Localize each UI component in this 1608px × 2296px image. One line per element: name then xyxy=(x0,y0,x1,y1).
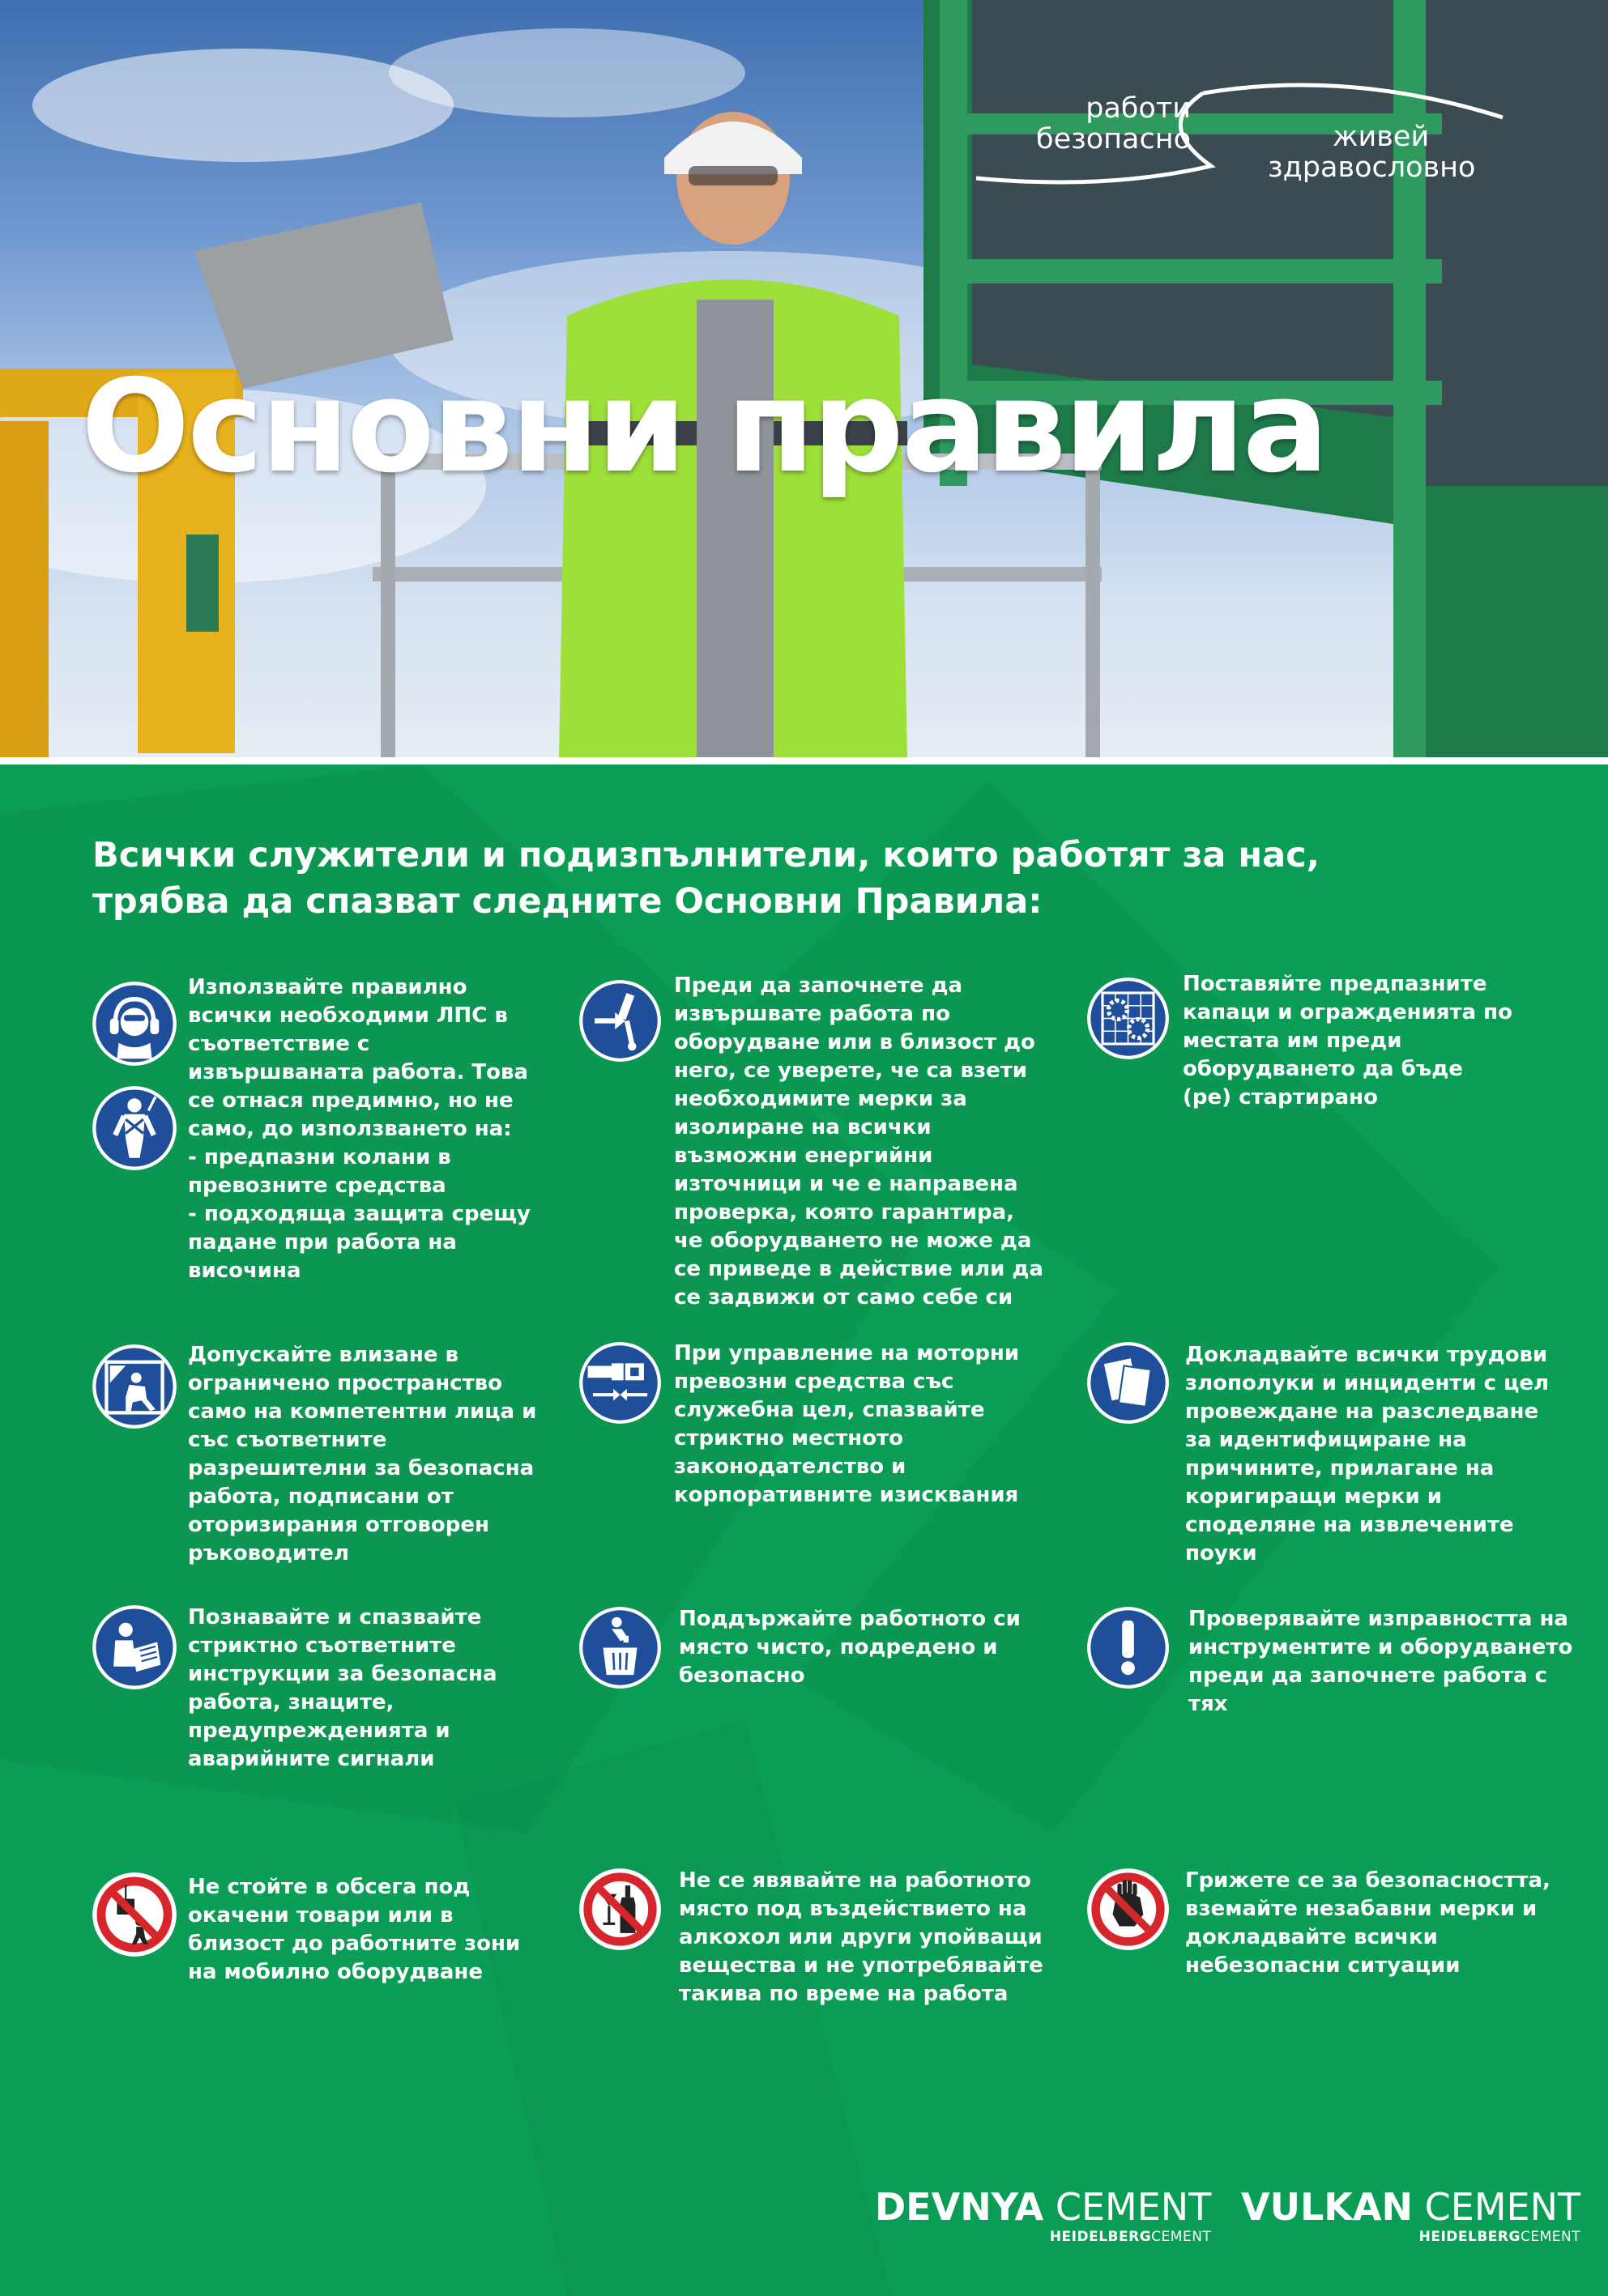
brand-devnya-bold: DEVNYA xyxy=(875,2185,1044,2229)
intro-line-1: Всички служители и подизпълнители, които работят за нас, xyxy=(92,835,1320,875)
brand-devnya xyxy=(875,2187,1211,2245)
rule-12-text: Грижете се за безопасността, вземайте незабавни мерки и докладвайте всички небезопасни ситуации xyxy=(1185,1868,1550,1978)
hero-photo xyxy=(0,0,1608,757)
rule-10-text: Не стойте в обсега под окачени товари или в близост до работните зони на мобилно оборудване xyxy=(188,1875,521,1984)
rule-4-text: Допускайте влизане в ограничено пространство само на компетентни лица и със съответните разрешителни за безопасна работа, подписани от оторизирания отговорен ръководител xyxy=(188,1343,537,1565)
rule-6-text: Докладвайте всички трудови злополуки и инциденти с цел провеждане на разследване за идентифициране на причините, прилагане на коригиращи мерки и споделяне на извлечените поуки xyxy=(1185,1343,1550,1565)
report-documents-icon xyxy=(1086,1340,1171,1425)
intro-text xyxy=(92,833,1469,925)
brand-vulkan-sub-bold: HEIDELBERG xyxy=(1418,2229,1521,2245)
safety-harness-icon xyxy=(91,1084,178,1172)
rule-9-text: Проверявайте изправността на инструментите и оборудването преди да започнете работа с тях xyxy=(1188,1607,1573,1716)
slogan-left xyxy=(1009,93,1191,155)
page-title: Основни правила xyxy=(81,352,1327,501)
exclamation-icon xyxy=(1086,1605,1171,1690)
rule-7-text: Познавайте и спазвайте стриктно съответните инструкции за безопасна работа, знаците, предупрежденията и аварийните сигнали xyxy=(188,1605,497,1771)
intro-line-2: трябва да спазват следните Основни Правила: xyxy=(92,881,1043,922)
brand-devnya-regular: CEMENT xyxy=(1043,2185,1212,2229)
brand-vulkan-bold: VULKAN xyxy=(1241,2185,1414,2229)
slogan-line-2: безопасно xyxy=(1035,123,1191,155)
seatbelt-icon xyxy=(578,1340,663,1425)
brand-vulkan xyxy=(1241,2187,1580,2245)
confined-space-icon xyxy=(91,1343,178,1430)
stop-unsafe-icon xyxy=(1086,1867,1171,1952)
rule-11-text: Не се явявайте на работното място под въздействието на алкохол или други упойващи вещества и не употребявайте такива по време на работа xyxy=(679,1868,1043,2006)
no-suspended-load-icon xyxy=(91,1871,178,1958)
no-alcohol-icon xyxy=(578,1867,663,1952)
machine-guard-icon xyxy=(1086,976,1171,1061)
rule-3-text: Поставяйте предпазните капаци и огражденията по местата им преди оборудването да бъде (ре) стартирано xyxy=(1183,972,1512,1110)
lockout-isolation-icon xyxy=(578,978,663,1063)
ppe-ear-protection-icon xyxy=(91,980,178,1067)
brand-devnya-sub-regular: CEMENT xyxy=(1151,2229,1212,2245)
section-divider xyxy=(0,757,1608,765)
rule-2-text: Преди да започнете да извършвате работа по оборудване или в близост до него, се уверете, че са взети необходимите мерки за изолиране на всички възможни енергийни източници и че е направена проверка, която гарантира, че оборудването не може да се приведе в действие или да се задвижи от само себе си xyxy=(674,973,1043,1310)
slogan-line-3: живей xyxy=(1333,121,1430,153)
brand-vulkan-sub-regular: CEMENT xyxy=(1520,2229,1581,2245)
slogan-line-1: работи xyxy=(1086,92,1191,125)
rule-8-text: Поддържайте работното си място чисто, подредено и безопасно xyxy=(679,1607,1021,1688)
read-instructions-icon xyxy=(91,1604,178,1691)
brand-vulkan-regular: CEMENT xyxy=(1413,2185,1581,2229)
rule-1-text: Използвайте правилно всички необходими ЛПС в съответствие с извършваната работа. Това се отнася предимно, но не само, до използването на: - предпазни колани в превозните средства - подходяща защита срещу падане при работа на височина xyxy=(188,975,531,1283)
rule-5-text: При управление на моторни превозни средства със служебна цел, спазвайте стриктно местното законодателство и корпоративните изисквания xyxy=(674,1341,1020,1507)
slogan-line-4: здравословно xyxy=(1268,151,1476,184)
brand-devnya-sub-bold: HEIDELBERG xyxy=(1049,2229,1152,2245)
slogan-right xyxy=(1268,121,1475,183)
waste-bin-icon xyxy=(578,1605,663,1690)
